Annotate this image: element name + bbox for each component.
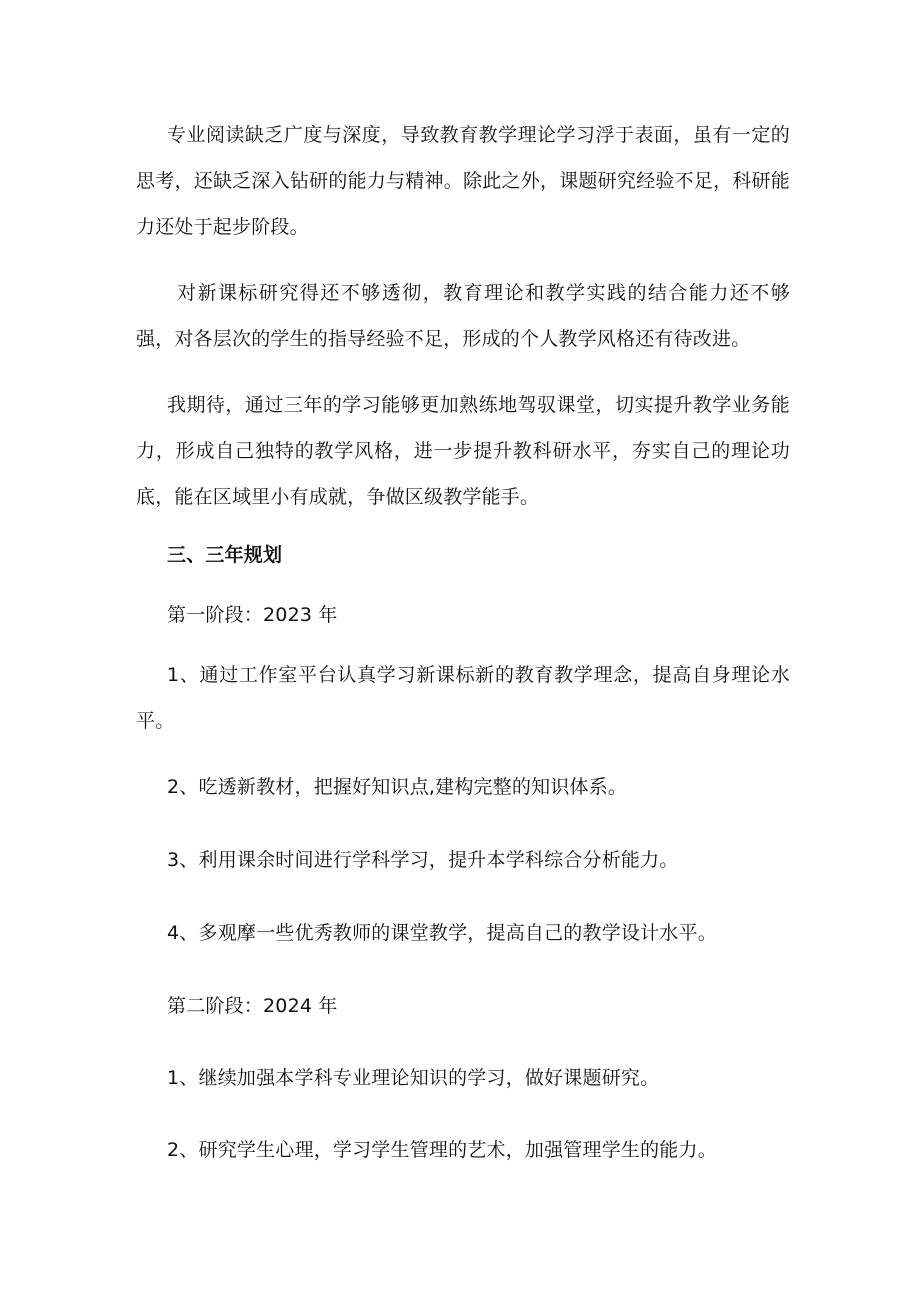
- paragraph-curriculum-shortcomings: 对新课标研究得还不够透彻，教育理论和教学实践的结合能力还不够强，对各层次的学生的指导经验不足，形成的个人教学风格还有待改进。: [136, 282, 790, 350]
- stage-one-item-4: 4、多观摩一些优秀教师的课堂教学，提高自己的教学设计水平。: [167, 922, 717, 944]
- stage-two-title: 第二阶段：2024 年: [167, 995, 338, 1017]
- stage-one-item-3: 3、利用课余时间进行学科学习，提升本学科综合分析能力。: [167, 849, 679, 871]
- paragraph-expectation: 我期待，通过三年的学习能够更加熟练地驾驭课堂，切实提升教学业务能力，形成自己独特的教学风格，进一步提升教科研水平，夯实自己的理论功底，能在区域里小有成就，争做区级教学能手。: [136, 394, 790, 508]
- stage-one-title: 第一阶段：2023 年: [167, 604, 338, 626]
- stage-two-item-1: 1、继续加强本学科专业理论知识的学习，做好课题研究。: [167, 1067, 660, 1089]
- stage-two-item-2: 2、研究学生心理，学习学生管理的艺术，加强管理学生的能力。: [167, 1139, 717, 1161]
- section-heading-three-year-plan: 三、三年规划: [167, 544, 283, 566]
- stage-one-item-2: 2、吃透新教材，把握好知识点,建构完整的知识体系。: [167, 776, 628, 798]
- paragraph-reading-shortcomings: 专业阅读缺乏广度与深度，导致教育教学理论学习浮于表面，虽有一定的思考，还缺乏深入钻研的能力与精神。除此之外，课题研究经验不足，科研能力还处于起步阶段。: [136, 124, 790, 238]
- stage-one-item-1: 1、通过工作室平台认真学习新课标新的教育教学理念，提高自身理论水平。: [136, 664, 790, 732]
